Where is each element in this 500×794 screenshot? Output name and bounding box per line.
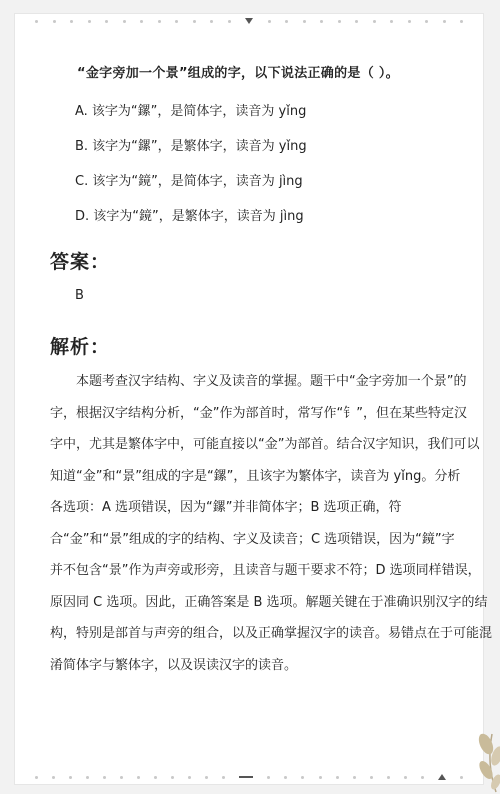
analysis-line: 原因同 C 选项。因此，正确答案是 B 选项。解题关键在于准确识别汉字的结 [50,594,488,610]
analysis-line: 字，根据汉字结构分析，“金”作为部首时，常写作“钅”，但在某些特定汉 [50,405,467,421]
analysis-line: 合“金”和“景”组成的字的结构、字义及读音；C 选项错误，因为“鏡”字 [50,531,455,547]
analysis-line: 知道“金”和“景”组成的字是“鏍”，且该字为繁体字，读音为 yǐng。分析 [50,468,461,484]
analysis-line: 本题考查汉字结构、字义及读音的掌握。题干中“金字旁加一个景”的 [76,374,467,389]
analysis-line: 构，特别是部首与声旁的组合，以及正确掌握汉字的读音。易错点在于可能混 [50,626,493,641]
analysis-line: 并不包含“景”作为声旁或形旁，且读音与题干要求不符；D 选项同样错误， [50,563,481,578]
analysis-line: 各选项：A 选项错误，因为“鏍”并非简体字；B 选项正确，符 [50,500,402,515]
answer-heading: 答案： [50,251,111,273]
option-a: A. 该字为“鏍”，是简体字，读音为 yǐng [75,104,307,119]
leaf-decoration-icon [466,704,500,794]
analysis-body [50,366,493,681]
question-text: “金字旁加一个景”组成的字，以下说法正确的是（ ）。 [77,66,399,81]
analysis-heading: 解析： [50,336,111,358]
analysis-line: 字中，尤其是繁体字中，可能直接以“金”为部首。结合汉字知识，我们可以 [50,437,480,452]
bottom-decorative-border [35,770,463,784]
top-decorative-border [35,14,463,28]
document-page [15,14,493,784]
option-c: C. 该字为“鏡”，是简体字，读音为 jìng [75,174,303,189]
bottom-bar-icon [239,776,253,778]
option-b: B. 该字为“鏍”，是繁体字，读音为 yǐng [75,139,307,154]
top-marker-icon [245,18,253,24]
bottom-marker-icon [438,774,446,780]
answer-value: B [75,288,84,303]
analysis-line: 淆简体字与繁体字，以及误读汉字的读音。 [50,657,298,673]
option-d: D. 该字为“鏡”，是繁体字，读音为 jìng [75,209,304,224]
